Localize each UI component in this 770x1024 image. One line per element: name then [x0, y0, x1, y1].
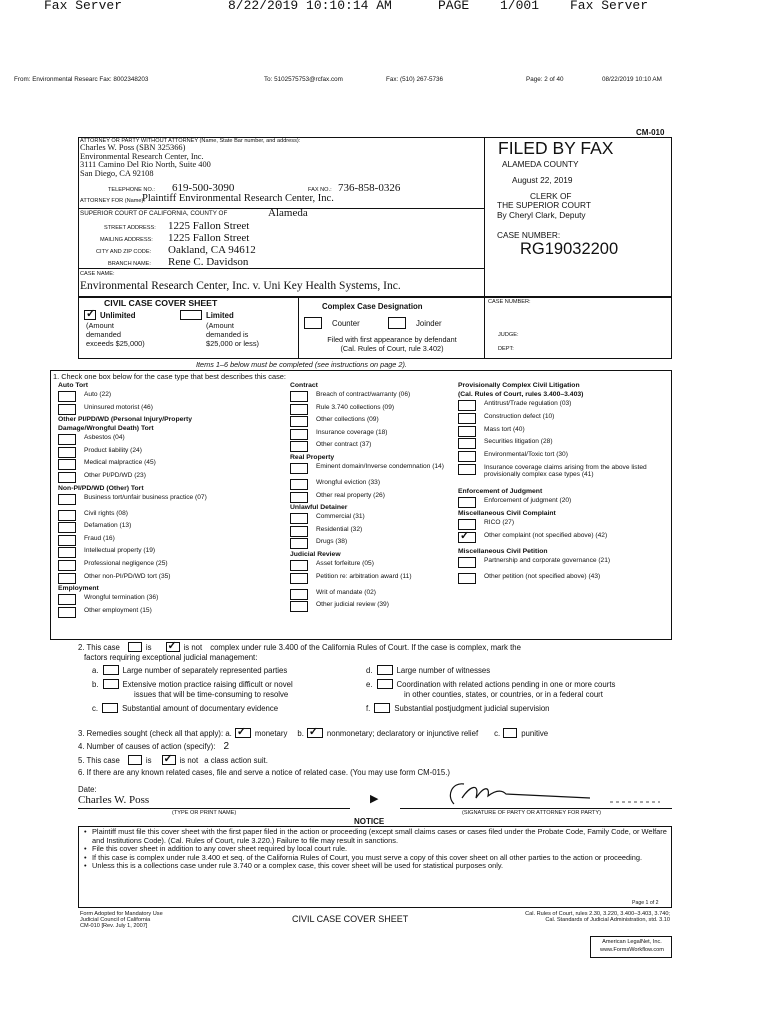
- case-type-checkbox[interactable]: [290, 513, 308, 524]
- item2-row: 2. This case is ✓ is not complex under rule 3.400 of the California Rules of Court. If the case is complex, mark the: [78, 642, 521, 652]
- case-type-label: Business tort/unfair business practice (07): [84, 493, 207, 501]
- notice-page: Page 1 of 2: [632, 900, 659, 906]
- case-type-checkbox[interactable]: [58, 547, 76, 558]
- case-type-fraud[interactable]: [58, 535, 258, 546]
- fax-header-page-label: PAGE: [438, 0, 470, 13]
- signature-caption: (SIGNATURE OF PARTY OR ATTORNEY FOR PARTY): [462, 810, 601, 816]
- item2-factors: a. Large number of separately represented parties d. Large number of witnesses b. Extensive motion practice raising difficult or novel issues that will be time-consuming to resolve e. Coordination with related actions pending in one or more courts in other counties, states, or countries, or in a federal court c. Substantial amount of documentary evidence f. Substantial postjudgment judicial supervision: [92, 665, 616, 713]
- complex-note: Filed with first appearance by defendant (Cal. Rules of Court, rule 3.402): [327, 335, 457, 353]
- mailing-value: 1225 Fallon Street: [168, 232, 250, 244]
- case-type-other-employment[interactable]: [58, 607, 258, 618]
- case-type-checkbox[interactable]: [458, 413, 476, 424]
- case-type-checkbox[interactable]: [290, 404, 308, 415]
- case-type-breach-of-contract-warranty[interactable]: [290, 391, 460, 402]
- case-type-label: Rule 3.740 collections (09): [316, 403, 395, 411]
- case-type-defamation[interactable]: [58, 522, 258, 533]
- case-type-checkbox[interactable]: [290, 391, 308, 402]
- punitive-checkbox[interactable]: [503, 728, 517, 738]
- case-type-checkbox[interactable]: [58, 607, 76, 618]
- attorney-caption: ATTORNEY OR PARTY WITHOUT ATTORNEY (Name, State Bar number, and address):: [80, 138, 301, 144]
- case-type-checkbox[interactable]: [58, 560, 76, 571]
- notice-title: NOTICE: [354, 817, 385, 826]
- case-type-securities-litigation[interactable]: [458, 438, 670, 449]
- filed-date: August 22, 2019: [512, 175, 573, 185]
- case-type-other-complaint[interactable]: [458, 532, 670, 543]
- factor-a-checkbox[interactable]: [103, 665, 119, 675]
- city-value: Oakland, CA 94612: [168, 244, 256, 256]
- case-type-checkbox[interactable]: [290, 526, 308, 537]
- case-type-checkbox[interactable]: [58, 510, 76, 521]
- filed-clerk1: CLERK OF: [530, 191, 572, 201]
- attorney-info: [80, 144, 211, 178]
- factor-b-checkbox[interactable]: [103, 679, 119, 689]
- footer-title: CIVIL CASE COVER SHEET: [292, 914, 409, 924]
- case-type-label: Residential (32): [316, 525, 363, 533]
- notice-item-1: • Plaintiff must file this cover sheet with the first paper filed in the action or proceeding (except small claims cases or cases filed under the Probate Code, Family Code, or Welfare and Institutions Code). (Cal. Rules of Court, rule 3.220.) Failure to file may result in sanctions.: [84, 827, 667, 845]
- monetary-checkbox[interactable]: [235, 728, 251, 738]
- transmit-page: Page: 2 of 40: [526, 76, 564, 83]
- item1-text: 1. Check one box below for the case type that best describes this case:: [53, 372, 286, 381]
- case-type-label: Medical malpractice (45): [84, 459, 156, 467]
- case-type-label: Environmental/Toxic tort (30): [484, 451, 568, 459]
- case-type-label: Writ of mandate (02): [316, 588, 376, 596]
- case-type-other-real-property[interactable]: [290, 492, 460, 503]
- category-heading-text: Enforcement of Judgment: [458, 488, 543, 495]
- signer-name: Charles W. Poss: [78, 794, 150, 806]
- dept-label: DEPT:: [498, 346, 514, 352]
- form-id: CM-010: [636, 128, 665, 137]
- category-heading-text: Employment: [58, 585, 99, 593]
- nonmonetary-checkbox[interactable]: [307, 728, 323, 738]
- category-heading-text: Unlawful Detainer: [290, 504, 348, 512]
- case-type-label: Wrongful eviction (33): [316, 479, 381, 486]
- filed-county: ALAMEDA COUNTY: [502, 159, 579, 169]
- category-heading-text: Miscellaneous Civil Petition: [458, 547, 548, 555]
- case-type-mass-tort[interactable]: [458, 426, 670, 437]
- street-value: 1225 Fallon Street: [168, 220, 250, 232]
- case-type-label: Eminent domain/Inverse condemnation (14): [316, 463, 444, 470]
- case-type-label: Intellectual property (19): [84, 547, 156, 555]
- item2-is-checkbox[interactable]: [128, 642, 142, 652]
- case-type-drugs[interactable]: [290, 538, 460, 549]
- category-heading: [458, 382, 670, 389]
- case-type-checkbox[interactable]: [290, 479, 308, 490]
- case-type-label: Other contract (37): [316, 441, 372, 449]
- limited-checkbox[interactable]: [180, 310, 202, 320]
- case-type-intellectual-property[interactable]: [58, 547, 258, 558]
- category-heading: [290, 551, 460, 558]
- filed-stamp: [486, 138, 670, 268]
- limited-option[interactable]: Limited: [180, 310, 234, 320]
- date-label: Date:: [78, 785, 97, 794]
- transmit-date: 08/22/2019 10:10 AM: [602, 76, 662, 83]
- case-type-other-contract[interactable]: [290, 441, 460, 452]
- case-type-label: Wrongful termination (36): [84, 594, 159, 602]
- court-header: [80, 209, 480, 221]
- city-label: CITY AND ZIP CODE:: [96, 249, 152, 255]
- causes-of-action-value: 2: [223, 741, 230, 752]
- category-heading: [58, 425, 258, 432]
- case-type-insurance-coverage-claims-arising-from-t[interactable]: [458, 464, 670, 479]
- case-type-label: Antitrust/Trade regulation (03): [484, 400, 572, 407]
- class-action-isnot-checkbox[interactable]: [162, 755, 176, 765]
- fax-header: [0, 0, 770, 14]
- case-type-uninsured-motorist[interactable]: [58, 404, 258, 415]
- footer-right: Cal. Rules of Court, rules 2.30, 3.220, 3.400–3.403, 3.740; Cal. Standards of Judicial Administration, std. 3.10: [525, 911, 670, 923]
- notice-item-3: • If this case is complex under rule 3.400 et seq. of the California Rules of Court, you must serve a copy of this cover sheet on all other parties to the action or proceeding.: [84, 852, 643, 862]
- category-heading: [58, 485, 258, 492]
- branch-label: BRANCH NAME:: [108, 261, 151, 267]
- factor-d-checkbox[interactable]: [377, 665, 393, 675]
- case-type-checkbox[interactable]: [458, 532, 476, 543]
- category-heading-text: Provisionally Complex Civil Litigation: [458, 382, 580, 389]
- fax-header-right: Fax Server: [570, 0, 649, 13]
- case-type-partnership-and-corporate-governance[interactable]: [458, 557, 670, 568]
- case-type-checkbox[interactable]: [58, 535, 76, 546]
- cover-title: CIVIL CASE COVER SHEET: [104, 298, 218, 308]
- case-type-other-judicial-review[interactable]: [290, 601, 460, 612]
- case-type-petition-re-arbitration-award[interactable]: [290, 573, 460, 584]
- case-type-enforcement-of-judgment[interactable]: [458, 497, 670, 508]
- filed-deputy: By Cheryl Clark, Deputy: [497, 210, 586, 220]
- case-type-checkbox[interactable]: [290, 601, 308, 612]
- court-caption: SUPERIOR COURT OF CALIFORNIA, COUNTY OF: [80, 210, 228, 217]
- attorney-for-label: ATTORNEY FOR (Name):: [80, 198, 145, 204]
- arrow-glyph: ▶: [370, 793, 379, 805]
- case-type-checkbox[interactable]: [58, 391, 76, 402]
- case-type-asbestos[interactable]: [58, 434, 258, 445]
- case-type-label: Other collections (09): [316, 416, 379, 424]
- item2-factors-label: factors requiring exceptional judicial management:: [84, 653, 258, 662]
- item4-row: 4. Number of causes of action (specify): 2: [78, 741, 230, 752]
- case-type-civil-rights[interactable]: [58, 510, 258, 521]
- notice-list: [84, 828, 668, 871]
- case-type-checkbox[interactable]: [458, 438, 476, 449]
- case-type-label: Other complaint (not specified above) (42): [484, 531, 608, 539]
- case-type-eminent-domain-inverse-condemnation[interactable]: [290, 463, 460, 474]
- case-type-label: Construction defect (10): [484, 412, 555, 420]
- case-type-label: Mass tort (40): [484, 425, 525, 433]
- case-type-checkbox[interactable]: [58, 522, 76, 533]
- case-type-checkbox[interactable]: [290, 463, 308, 474]
- case-name-caption: CASE NAME:: [80, 271, 115, 277]
- case-type-checkbox[interactable]: [458, 464, 476, 475]
- factor-f-checkbox[interactable]: [374, 703, 390, 713]
- joinder-option[interactable]: Joinder: [388, 317, 442, 329]
- case-type-checkbox[interactable]: [458, 573, 476, 584]
- case-type-label: Insurance coverage (18): [316, 428, 388, 436]
- type-name-caption: (TYPE OR PRINT NAME): [172, 810, 237, 816]
- case-type-checkbox[interactable]: [290, 538, 308, 549]
- case-type-antitrust-trade-regulation[interactable]: [458, 400, 670, 411]
- counter-option[interactable]: Counter: [304, 317, 360, 329]
- case-type-checkbox[interactable]: [290, 589, 308, 600]
- limited-desc: (Amount demanded is $25,000 or less): [206, 321, 259, 348]
- case-type-other-pi-pd-wd[interactable]: [58, 472, 258, 483]
- telephone-value: 619-500-3090: [172, 182, 235, 194]
- case-type-checkbox[interactable]: [458, 451, 476, 462]
- case-type-checkbox[interactable]: [58, 434, 76, 445]
- case-type-label: Product liability (24): [84, 446, 142, 454]
- category-heading: [458, 488, 670, 495]
- case-type-environmental-toxic-tort[interactable]: [458, 451, 670, 462]
- case-type-checkbox[interactable]: [58, 404, 76, 415]
- case-type-wrongful-termination[interactable]: [58, 594, 258, 605]
- case-type-checkbox[interactable]: [290, 441, 308, 452]
- item3-row: 3. Remedies sought (check all that apply): a. ✓ monetary b. ✓ nonmonetary; declaratory or injunctive relief c. punitive: [78, 728, 548, 738]
- case-type-business-tort-unfair-business-practice[interactable]: [58, 494, 258, 505]
- court-address: [80, 221, 480, 269]
- case-type-commercial[interactable]: [290, 513, 460, 524]
- attorney-name: Charles W. Poss (SBN 325366): [80, 143, 186, 152]
- category-heading-text: Damage/Wrongful Death) Tort: [58, 425, 154, 433]
- judge-label: JUDGE:: [498, 332, 519, 338]
- case-type-label: Partnership and corporate governance (21): [484, 556, 611, 564]
- category-heading-text: Other PI/PD/WD (Personal Injury/Property: [58, 416, 193, 424]
- case-type-label: Asbestos (04): [84, 434, 125, 442]
- case-type-checkbox[interactable]: [290, 560, 308, 571]
- fax-value: 736-858-0326: [338, 182, 401, 194]
- case-type-label: Auto (22): [84, 391, 112, 398]
- case-type-label: Other real property (26): [316, 491, 385, 499]
- complex-title: Complex Case Designation: [322, 302, 423, 311]
- fax-header-datetime: 8/22/2019 10:10:14 AM: [228, 0, 392, 13]
- case-type-other-non-pi-pd-wd-tort[interactable]: [58, 573, 258, 584]
- case-type-checkbox[interactable]: [58, 594, 76, 605]
- case-type-checkbox[interactable]: [58, 494, 76, 505]
- mailing-label: MAILING ADDRESS:: [100, 237, 153, 243]
- filed-title: FILED BY FAX: [498, 138, 614, 158]
- counter-checkbox[interactable]: [304, 317, 322, 329]
- attorney-street: 3111 Camino Del Rio North, Suite 400: [80, 160, 211, 170]
- case-type-label: Asset forfeiture (05): [316, 560, 374, 567]
- category-heading: [290, 454, 460, 461]
- case-type-label: Commercial (31): [316, 513, 365, 521]
- case-type-label: Professional negligence (25): [84, 560, 168, 567]
- case-type-asset-forfeiture[interactable]: [290, 560, 460, 571]
- case-type-wrongful-eviction[interactable]: [290, 479, 460, 490]
- joinder-checkbox[interactable]: [388, 317, 406, 329]
- case-type-label: Insurance coverage claims arising from the above listed provisionally complex case types (41): [484, 464, 647, 479]
- case-type-label: RICO (27): [484, 518, 515, 526]
- case-type-writ-of-mandate[interactable]: [290, 589, 460, 600]
- case-type-label: Enforcement of judgment (20): [484, 497, 572, 504]
- court-county: Alameda: [268, 207, 308, 219]
- case-type-label: Petition re: arbitration award (11): [316, 572, 412, 580]
- attorney-city: San Diego, CA 92108: [80, 168, 154, 178]
- case-type-checkbox[interactable]: [290, 429, 308, 440]
- transmit-to: To: 5102575753@rcfax.com: [264, 76, 343, 83]
- category-heading: [458, 510, 670, 517]
- unlimited-checkbox[interactable]: [84, 310, 96, 320]
- case-name-value: Environmental Research Center, Inc. v. Uni Key Health Systems, Inc.: [80, 280, 401, 292]
- case-type-checkbox[interactable]: [458, 426, 476, 437]
- case-type-checkbox[interactable]: [290, 492, 308, 503]
- case-type-checkbox[interactable]: [458, 557, 476, 568]
- case-type-insurance-coverage[interactable]: [290, 429, 460, 440]
- case-type-auto[interactable]: [58, 391, 258, 402]
- factor-e-checkbox[interactable]: [377, 679, 393, 689]
- category-heading: [58, 585, 258, 592]
- notice-item-2: • File this cover sheet in addition to any cover sheet required by local court rule.: [84, 844, 348, 854]
- category-heading-text: Non-PI/PD/WD (Other) Tort: [58, 484, 144, 492]
- item5-row: 5. This case is ✓ is not a class action suit.: [78, 755, 268, 765]
- case-type-rico[interactable]: [458, 519, 670, 530]
- case-type-label: Defamation (13): [84, 522, 132, 530]
- legalnet-text: American LegalNet, Inc. www.FormsWorkflow.com: [600, 939, 664, 953]
- case-type-medical-malpractice[interactable]: [58, 459, 258, 470]
- attorney-org: Environmental Research Center, Inc.: [80, 151, 204, 161]
- category-heading: [458, 391, 670, 398]
- case-type-checkbox[interactable]: [458, 400, 476, 411]
- case-type-label: Fraud (16): [84, 534, 115, 542]
- category-heading-text: Contract: [290, 382, 318, 389]
- category-heading-text: Real Property: [290, 454, 335, 461]
- category-heading: [290, 382, 460, 389]
- street-label: STREET ADDRESS:: [104, 225, 156, 231]
- case-type-label: Breach of contract/warranty (06): [316, 391, 411, 398]
- case-type-label: Civil rights (08): [84, 509, 128, 517]
- class-action-is-checkbox[interactable]: [128, 755, 142, 765]
- items-note: Items 1–6 below must be completed (see instructions on page 2).: [196, 360, 407, 369]
- transmit-from: From: Environmental Researc Fax: 8002348203: [14, 76, 149, 83]
- case-type-label: Other petition (not specified above) (43): [484, 572, 601, 580]
- case-number: RG19032200: [520, 240, 619, 258]
- case-type-other-collections[interactable]: [290, 416, 460, 427]
- attorney-for-value: Plaintiff Environmental Research Center, Inc.: [142, 193, 334, 204]
- fax-label: FAX NO.:: [308, 187, 332, 193]
- fax-header-page: 1/001: [500, 0, 540, 13]
- category-heading-text: Auto Tort: [58, 382, 89, 389]
- case-type-label: Drugs (38): [316, 538, 348, 546]
- case-type-checkbox[interactable]: [58, 573, 76, 584]
- transmit-fax: Fax: (510) 267-5736: [386, 76, 444, 83]
- signature-graphic: [440, 776, 670, 810]
- category-heading: [58, 382, 258, 389]
- filed-clerk2: THE SUPERIOR COURT: [497, 200, 591, 210]
- item2-isnot-checkbox[interactable]: [166, 642, 180, 652]
- category-heading-text: Judicial Review: [290, 551, 341, 558]
- case-type-label: Securities litigation (28): [484, 438, 553, 446]
- case-type-residential[interactable]: [290, 526, 460, 537]
- unlimited-option[interactable]: ✓ Unlimited: [84, 310, 136, 320]
- case-type-checkbox[interactable]: [290, 573, 308, 584]
- case-type-checkbox[interactable]: [458, 497, 476, 508]
- case-type-other-petition[interactable]: [458, 573, 670, 584]
- case-type-label: Other PI/PD/WD (23): [84, 472, 146, 479]
- case-type-professional-negligence[interactable]: [58, 560, 258, 571]
- footer-left: Form Adopted for Mandatory Use Judicial Council of California CM-010 [Rev. July 1, 2007]: [80, 911, 163, 929]
- case-type-label: Other judicial review (39): [316, 601, 389, 609]
- unlimited-desc: (Amount demanded exceeds $25,000): [86, 321, 145, 348]
- branch-value: Rene C. Davidson: [168, 256, 249, 268]
- notice-item-4: • Unless this is a collections case under rule 3.740 or a complex case, this cover sheet will be used for statistical purposes only.: [84, 861, 504, 871]
- case-type-checkbox[interactable]: [58, 472, 76, 483]
- case-number-field-label: CASE NUMBER:: [488, 299, 531, 305]
- case-type-product-liability[interactable]: [58, 447, 258, 458]
- case-type-construction-defect[interactable]: [458, 413, 670, 424]
- item6-row: 6. If there are any known related cases, file and serve a notice of related case. (You may use form CM-015.): [78, 768, 450, 777]
- category-heading-text: Miscellaneous Civil Complaint: [458, 509, 556, 517]
- case-type-label: Uninsured motorist (46): [84, 403, 153, 411]
- category-heading: [290, 504, 460, 511]
- attorney-for-row: [80, 195, 480, 207]
- case-type-label: Other non-PI/PD/WD tort (35): [84, 572, 171, 580]
- category-heading: [458, 548, 670, 555]
- factor-c-checkbox[interactable]: [102, 703, 118, 713]
- category-heading-text: (Cal. Rules of Court, rules 3.400–3.403): [458, 391, 584, 398]
- fax-header-left: Fax Server: [44, 0, 123, 13]
- case-type-checkbox[interactable]: [290, 416, 308, 427]
- telephone-label: TELEPHONE NO.:: [108, 187, 155, 193]
- case-type-checkbox[interactable]: [58, 447, 76, 458]
- case-type-checkbox[interactable]: [58, 459, 76, 470]
- case-number-label: CASE NUMBER:: [497, 230, 561, 240]
- category-heading: [58, 416, 258, 423]
- case-type-rule-3-740-collections[interactable]: [290, 404, 460, 415]
- case-type-label: Other employment (15): [84, 606, 152, 614]
